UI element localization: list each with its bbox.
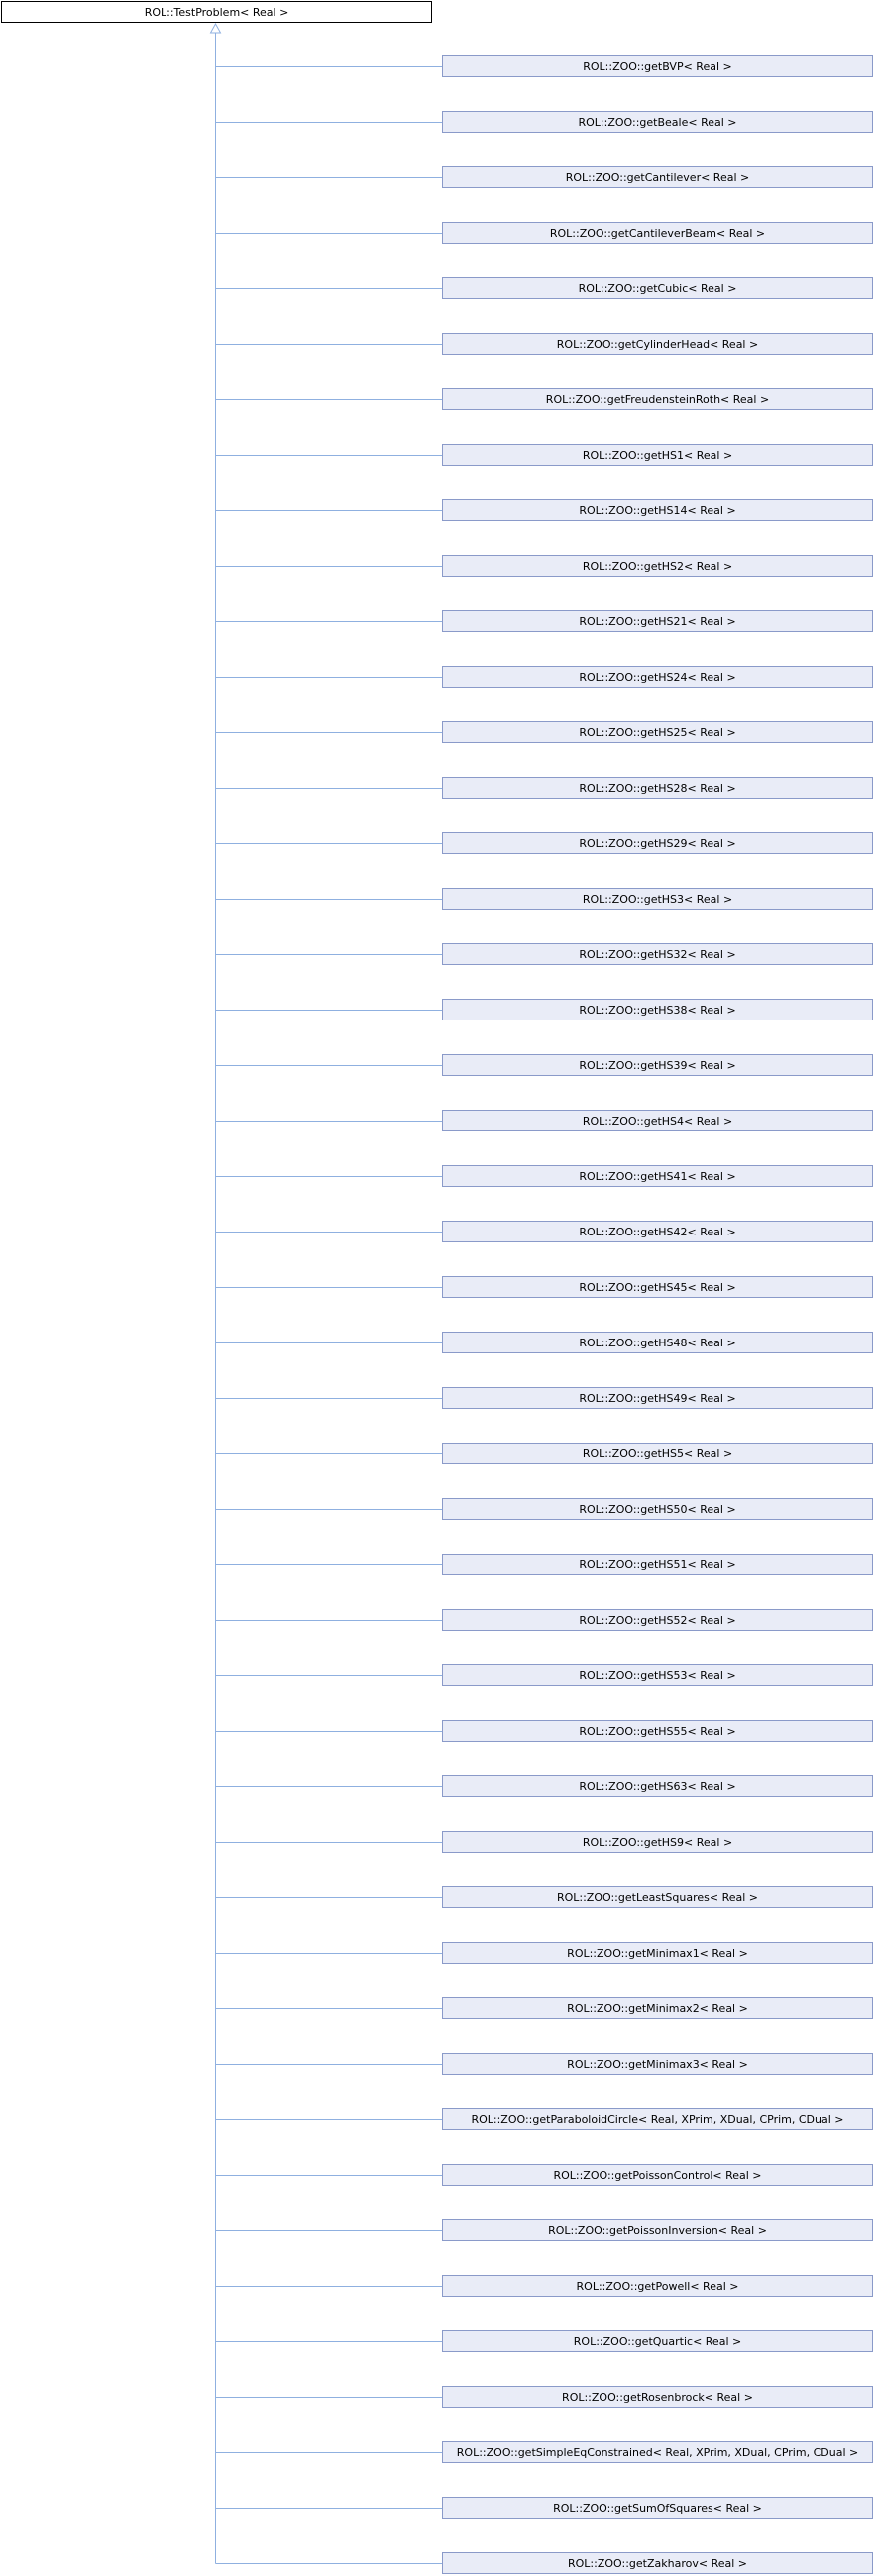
derived-class-node[interactable]: ROL::ZOO::getHS21< Real > [442,610,873,632]
derived-class-node[interactable]: ROL::ZOO::getHS29< Real > [442,832,873,854]
derived-class-node[interactable]: ROL::ZOO::getHS52< Real > [442,1609,873,1631]
derived-class-node[interactable]: ROL::ZOO::getCantileverBeam< Real > [442,222,873,244]
derived-class-node[interactable]: ROL::ZOO::getHS1< Real > [442,444,873,466]
derived-class-node[interactable]: ROL::ZOO::getHS39< Real > [442,1054,873,1076]
derived-class-node[interactable]: ROL::ZOO::getHS49< Real > [442,1387,873,1409]
derived-class-node[interactable]: ROL::ZOO::getHS53< Real > [442,1664,873,1686]
derived-class-node[interactable]: ROL::ZOO::getHS25< Real > [442,721,873,743]
derived-class-node[interactable]: ROL::ZOO::getLeastSquares< Real > [442,1886,873,1908]
derived-class-node[interactable]: ROL::ZOO::getMinimax1< Real > [442,1942,873,1964]
derived-class-node[interactable]: ROL::ZOO::getHS42< Real > [442,1221,873,1242]
derived-class-node[interactable]: ROL::ZOO::getHS5< Real > [442,1443,873,1464]
derived-class-node[interactable]: ROL::ZOO::getFreudensteinRoth< Real > [442,388,873,410]
derived-class-node[interactable]: ROL::ZOO::getBeale< Real > [442,111,873,133]
derived-class-node[interactable]: ROL::ZOO::getSumOfSquares< Real > [442,2497,873,2519]
derived-class-node[interactable]: ROL::ZOO::getCylinderHead< Real > [442,333,873,355]
derived-class-node[interactable]: ROL::ZOO::getHS14< Real > [442,499,873,521]
derived-class-node[interactable]: ROL::ZOO::getCantilever< Real > [442,166,873,188]
derived-class-node[interactable]: ROL::ZOO::getSimpleEqConstrained< Real, XPrim, XDual, CPrim, CDual > [442,2441,873,2463]
derived-class-node[interactable]: ROL::ZOO::getHS63< Real > [442,1775,873,1797]
derived-class-node[interactable]: ROL::ZOO::getHS50< Real > [442,1498,873,1520]
derived-class-node[interactable]: ROL::ZOO::getHS28< Real > [442,777,873,799]
derived-class-node[interactable]: ROL::ZOO::getZakharov< Real > [442,2552,873,2574]
derived-class-node[interactable]: ROL::ZOO::getQuartic< Real > [442,2330,873,2352]
derived-class-node[interactable]: ROL::ZOO::getHS32< Real > [442,943,873,965]
derived-class-node[interactable]: ROL::ZOO::getHS45< Real > [442,1276,873,1298]
derived-class-node[interactable]: ROL::ZOO::getHS2< Real > [442,555,873,577]
derived-class-node[interactable]: ROL::ZOO::getHS51< Real > [442,1554,873,1575]
derived-class-node[interactable]: ROL::ZOO::getPoissonControl< Real > [442,2164,873,2186]
derived-class-node[interactable]: ROL::ZOO::getPowell< Real > [442,2275,873,2297]
derived-class-node[interactable]: ROL::ZOO::getHS41< Real > [442,1165,873,1187]
derived-class-node[interactable]: ROL::ZOO::getRosenbrock< Real > [442,2386,873,2408]
derived-class-node[interactable]: ROL::ZOO::getBVP< Real > [442,55,873,77]
base-class-node[interactable]: ROL::TestProblem< Real > [1,1,432,23]
derived-class-node[interactable]: ROL::ZOO::getHS55< Real > [442,1720,873,1742]
derived-class-node[interactable]: ROL::ZOO::getParaboloidCircle< Real, XPrim, XDual, CPrim, CDual > [442,2108,873,2130]
derived-class-node[interactable]: ROL::ZOO::getHS3< Real > [442,888,873,910]
derived-class-node[interactable]: ROL::ZOO::getPoissonInversion< Real > [442,2219,873,2241]
derived-class-node[interactable]: ROL::ZOO::getHS4< Real > [442,1110,873,1131]
derived-class-node[interactable]: ROL::ZOO::getHS9< Real > [442,1831,873,1853]
inheritance-arrowhead [211,24,221,33]
derived-class-node[interactable]: ROL::ZOO::getMinimax3< Real > [442,2053,873,2075]
derived-class-node[interactable]: ROL::ZOO::getHS48< Real > [442,1332,873,1353]
derived-class-node[interactable]: ROL::ZOO::getHS24< Real > [442,666,873,688]
derived-class-node[interactable]: ROL::ZOO::getMinimax2< Real > [442,1997,873,2019]
derived-class-node[interactable]: ROL::ZOO::getHS38< Real > [442,999,873,1020]
derived-class-node[interactable]: ROL::ZOO::getCubic< Real > [442,277,873,299]
